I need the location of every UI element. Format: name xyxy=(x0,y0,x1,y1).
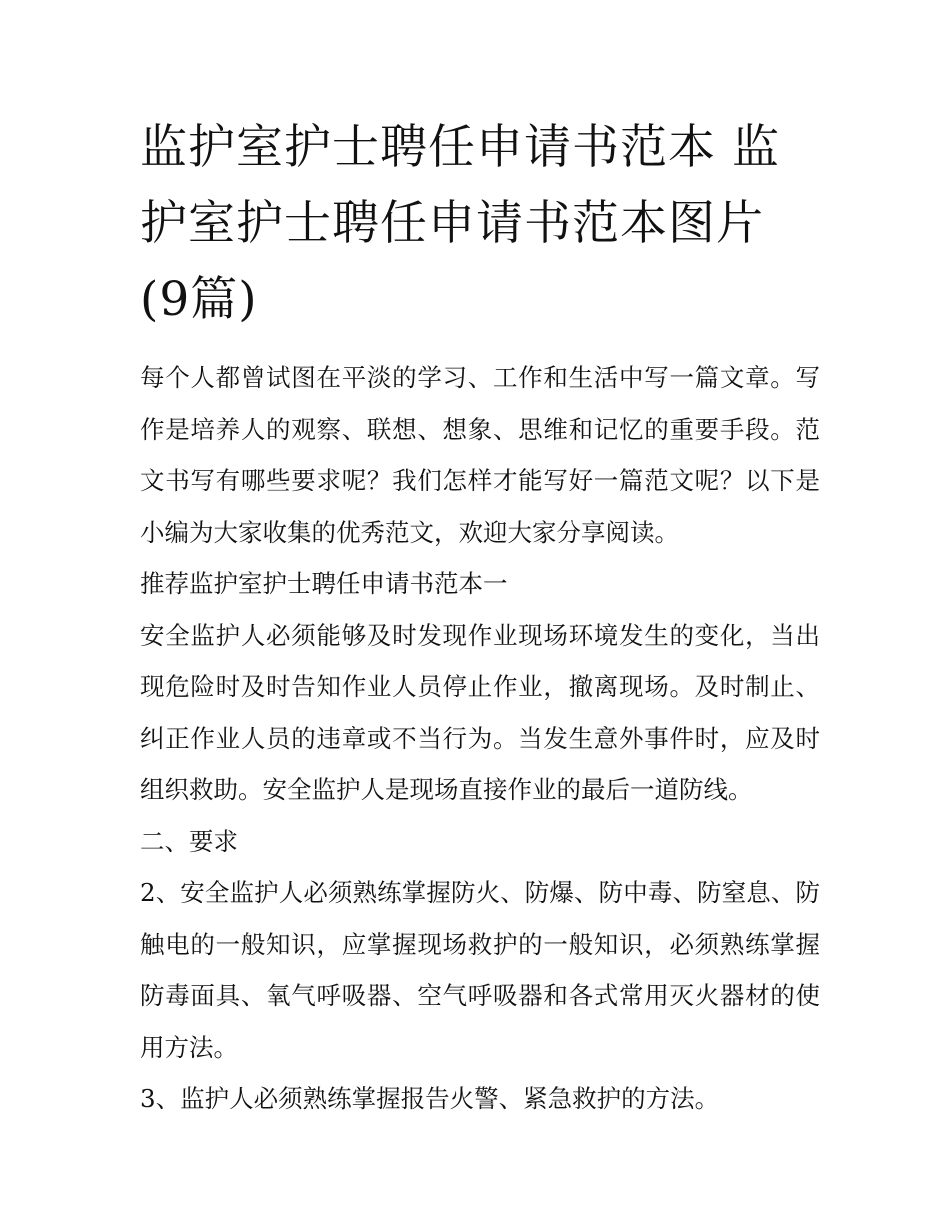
document-page xyxy=(140,110,820,1125)
list-item-3: 3、监护人必须熟练掌握报告火警、紧急救护的方法。 xyxy=(140,1084,720,1113)
section-heading-requirements: 二、要求 xyxy=(140,826,238,856)
body-paragraph-duties: 安全监护人必须能够及时发现作业现场环境发生的变化，当出现危险时及时告知作业人员停止作业，撤离现场。及时制止、纠正作业人员的违章或不当行为。当发生意外事件时，应及时组织救助。安全监护人是现场直接作业的最后一道防线。 xyxy=(140,620,820,804)
document-title: 监护室护士聘任申请书范本 监护室护士聘任申请书范本图片(9篇) xyxy=(140,120,780,327)
list-item-2: 2、安全监护人必须熟练掌握防火、防爆、防中毒、防窒息、防触电的一般知识，应掌握现场救护的一般知识，必须熟练掌握防毒面具、氧气呼吸器、空气呼吸器和各式常用灭火器材的使用方法。 xyxy=(140,878,820,1062)
section-heading-recommend: 推荐监护室护士聘任申请书范本一 xyxy=(140,569,508,598)
intro-paragraph: 每个人都曾试图在平淡的学习、工作和生活中写一篇文章。写作是培养人的观察、联想、想象、思维和记忆的重要手段。范文书写有哪些要求呢？我们怎样才能写好一篇范文呢？以下是小编为大家收集的优秀范文，欢迎大家分享阅读。 xyxy=(140,363,820,547)
